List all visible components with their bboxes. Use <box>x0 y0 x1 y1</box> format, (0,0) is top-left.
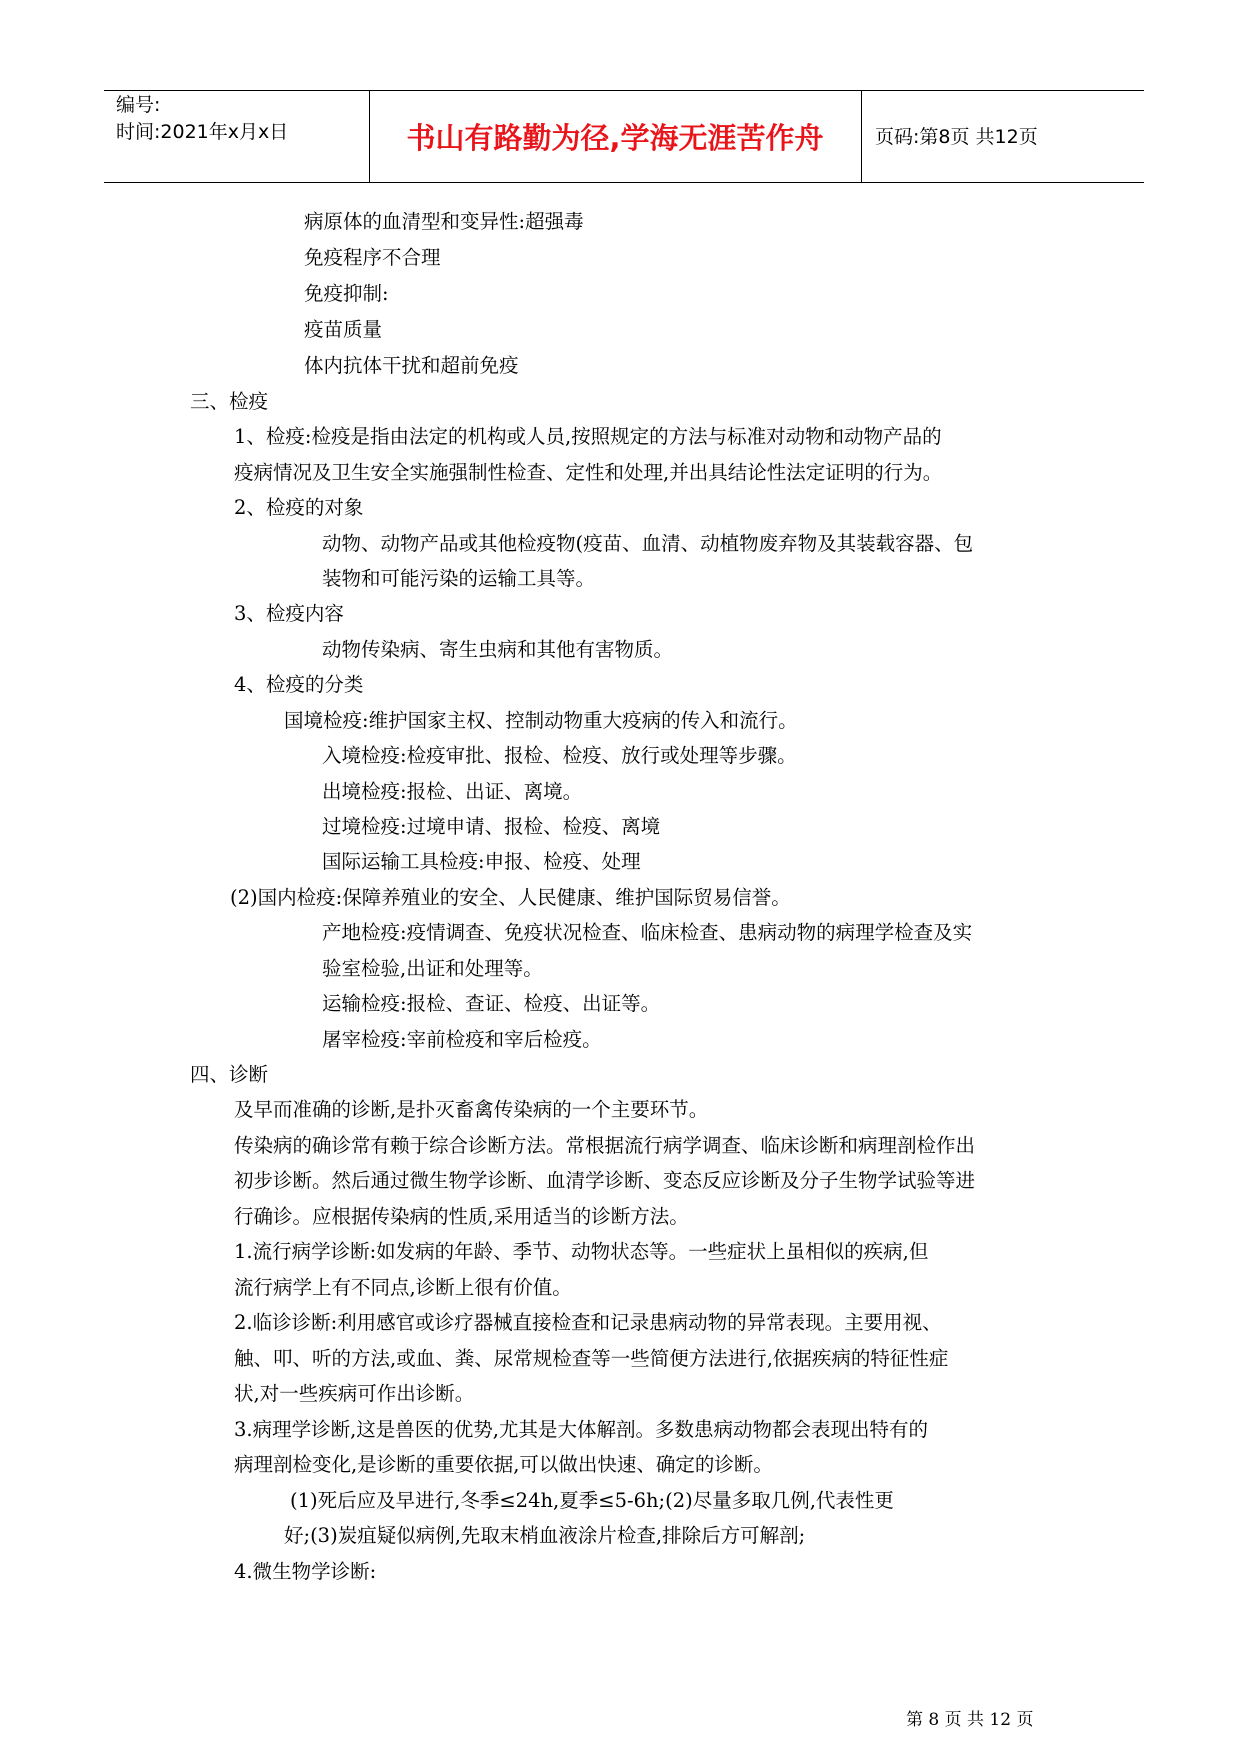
text-line: 病原体的血清型和变异性:超强毒 <box>304 210 584 233</box>
text-line: 产地检疫:疫情调查、免疫状况检查、临床检查、患病动物的病理学检查及实 <box>322 921 973 944</box>
text-line: 入境检疫:检疫审批、报检、检疫、放行或处理等步骤。 <box>322 744 797 767</box>
header-time: 时间:2021年x月x日 <box>116 121 289 143</box>
text-line: 3.病理学诊断,这是兽医的优势,尤其是大体解剖。多数患病动物都会表现出特有的 <box>234 1418 929 1441</box>
text-line: 4、检疫的分类 <box>234 673 364 696</box>
section-heading: 三、检疫 <box>190 390 269 413</box>
text-line: 屠宰检疫:宰前检疫和宰后检疫。 <box>322 1028 602 1051</box>
page-footer: 第 8 页 共 12 页 <box>906 1710 1034 1730</box>
text-line: 体内抗体干扰和超前免疫 <box>304 354 519 377</box>
header-motto: 书山有路勤为径,学海无涯苦作舟 <box>406 120 824 155</box>
text-line: 过境检疫:过境申请、报检、检疫、离境 <box>322 815 661 838</box>
text-line: 疫病情况及卫生安全实施强制性检查、定性和处理,并出具结论性法定证明的行为。 <box>234 461 943 484</box>
text-line: 验室检验,出证和处理等。 <box>322 957 543 980</box>
text-line: 3、检疫内容 <box>234 602 344 625</box>
header-page-info: 页码:第8页 共12页 <box>875 126 1038 148</box>
text-line: 触、叩、听的方法,或血、粪、尿常规检查等一些简便方法进行,依据疾病的特征性症 <box>234 1347 949 1370</box>
text-line: (2)国内检疫:保障养殖业的安全、人民健康、维护国际贸易信誉。 <box>230 886 791 909</box>
header-divider <box>861 90 862 182</box>
text-line: 初步诊断。然后通过微生物学诊断、血清学诊断、变态反应诊断及分子生物学试验等进 <box>234 1169 976 1192</box>
text-line: 2.临诊诊断:利用感官或诊疗器械直接检查和记录患病动物的异常表现。主要用视、 <box>234 1311 942 1334</box>
text-line: 出境检疫:报检、出证、离境。 <box>322 780 583 803</box>
text-line: 动物传染病、寄生虫病和其他有害物质。 <box>322 638 674 661</box>
text-line: 4.微生物学诊断: <box>234 1560 377 1583</box>
text-line: 行确诊。应根据传染病的性质,采用适当的诊断方法。 <box>234 1205 689 1228</box>
header-meta <box>116 92 288 146</box>
text-line: 状,对一些疾病可作出诊断。 <box>234 1382 475 1405</box>
text-line: 1.流行病学诊断:如发病的年龄、季节、动物状态等。一些症状上虽相似的疾病,但 <box>234 1240 929 1263</box>
text-line: 免疫抑制: <box>304 282 389 305</box>
text-line: 及早而准确的诊断,是扑灭畜禽传染病的一个主要环节。 <box>234 1098 709 1121</box>
text-line: 流行病学上有不同点,诊断上很有价值。 <box>234 1276 572 1299</box>
header-bottom-rule <box>104 182 1144 183</box>
text-line: 动物、动物产品或其他检疫物(疫苗、血清、动植物废弃物及其装载容器、包 <box>322 532 974 555</box>
text-line: 病理剖检变化,是诊断的重要依据,可以做出快速、确定的诊断。 <box>234 1453 773 1476</box>
text-line: 疫苗质量 <box>304 318 383 341</box>
text-line: (1)死后应及早进行,冬季≤24h,夏季≤5-6h;(2)尽量多取几例,代表性更 <box>290 1489 894 1512</box>
section-heading: 四、诊断 <box>190 1063 269 1086</box>
header-number: 编号: <box>116 94 161 116</box>
text-line: 1、检疫:检疫是指由法定的机构或人员,按照规定的方法与标准对动物和动物产品的 <box>234 425 942 448</box>
text-line: 好;(3)炭疽疑似病例,先取末梢血液涂片检查,排除后方可解剖; <box>284 1524 806 1547</box>
text-line: 免疫程序不合理 <box>304 246 441 269</box>
text-line: 国际运输工具检疫:申报、检疫、处理 <box>322 850 641 873</box>
text-line: 运输检疫:报检、查证、检疫、出证等。 <box>322 992 661 1015</box>
text-line: 装物和可能污染的运输工具等。 <box>322 567 596 590</box>
text-line: 2、检疫的对象 <box>234 496 364 519</box>
text-line: 国境检疫:维护国家主权、控制动物重大疫病的传入和流行。 <box>284 709 798 732</box>
text-line: 传染病的确诊常有赖于综合诊断方法。常根据流行病学调查、临床诊断和病理剖检作出 <box>234 1134 976 1157</box>
